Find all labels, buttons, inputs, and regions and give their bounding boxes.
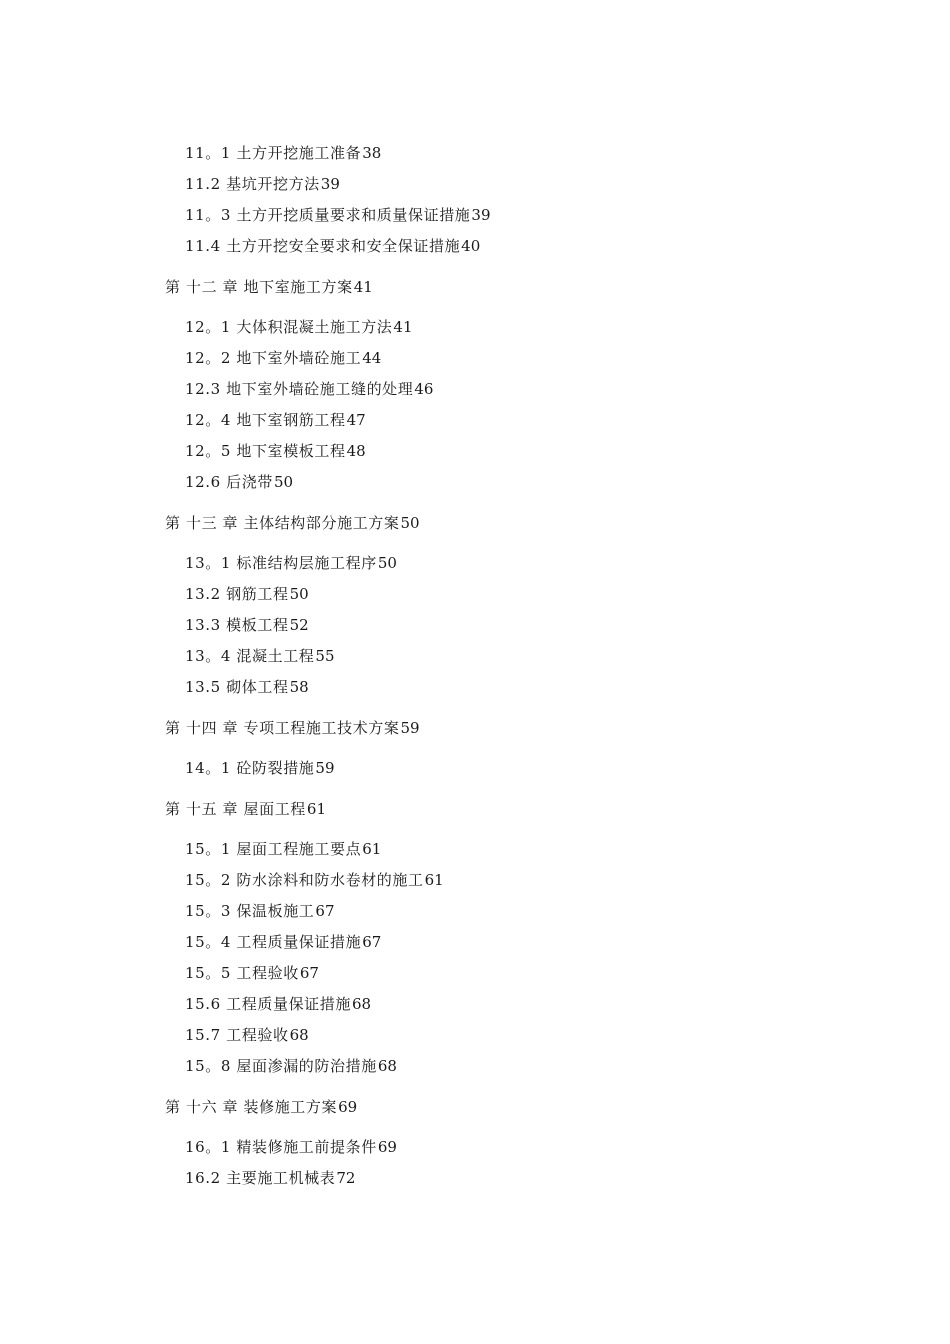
toc-section-entry[interactable] [0, 174, 950, 205]
toc-entry-page-number: 69 [377, 1138, 397, 1156]
toc-entry-page-number: 48 [346, 442, 366, 460]
toc-section-entry[interactable] [0, 963, 950, 994]
toc-entry-page-number: 44 [362, 349, 382, 367]
toc-section-entry[interactable] [0, 1137, 950, 1168]
toc-entry-title: 13.2 钢筋工程 [185, 585, 289, 603]
toc-entry-page-number: 72 [336, 1169, 356, 1187]
toc-section-entry[interactable] [0, 1025, 950, 1056]
toc-entry-title: 15.6 工程质量保证措施 [185, 995, 351, 1013]
toc-entry-page-number: 69 [338, 1098, 358, 1116]
toc-entry-title: 13。4 混凝土工程 [185, 647, 315, 665]
toc-entry-title: 12。1 大体积混凝土施工方法 [185, 318, 393, 336]
toc-section-entry[interactable] [0, 758, 950, 789]
toc-chapter-entry[interactable] [0, 718, 950, 738]
toc-entry-page-number: 67 [362, 933, 382, 951]
toc-section-entry[interactable] [0, 932, 950, 963]
toc-entry-title: 11.4 土方开挖安全要求和安全保证措施 [185, 237, 461, 255]
toc-entry-page-number: 47 [346, 411, 366, 429]
toc-section-entry[interactable] [0, 410, 950, 441]
toc-entry-title: 15。2 防水涂料和防水卷材的施工 [185, 871, 424, 889]
toc-entry-title: 15。3 保温板施工 [185, 902, 315, 920]
toc-entry-title: 11.2 基坑开挖方法 [185, 175, 320, 193]
toc-section-entry[interactable] [0, 472, 950, 503]
toc-section-entry[interactable] [0, 236, 950, 267]
toc-entry-title: 第 十六 章 装修施工方案 [165, 1098, 338, 1116]
toc-entry-page-number: 50 [289, 585, 309, 603]
toc-chapter-entry[interactable] [0, 277, 950, 297]
toc-entry-title: 第 十三 章 主体结构部分施工方案 [165, 514, 400, 532]
toc-entry-page-number: 52 [289, 616, 309, 634]
toc-entry-title: 13.3 模板工程 [185, 616, 289, 634]
toc-chapter-entry[interactable] [0, 1097, 950, 1117]
toc-section-entry[interactable] [0, 348, 950, 379]
toc-chapter-entry[interactable] [0, 799, 950, 819]
toc-entry-title: 13.5 砌体工程 [185, 678, 289, 696]
toc-section-entry[interactable] [0, 553, 950, 584]
toc-entry-title: 16.2 主要施工机械表 [185, 1169, 336, 1187]
toc-section-entry[interactable] [0, 870, 950, 901]
toc-entry-title: 第 十四 章 专项工程施工技术方案 [165, 719, 400, 737]
toc-section-entry[interactable] [0, 615, 950, 646]
toc-entry-title: 14。1 砼防裂措施 [185, 759, 315, 777]
toc-entry-page-number: 39 [320, 175, 340, 193]
toc-entry-title: 15。1 屋面工程施工要点 [185, 840, 362, 858]
toc-entry-page-number: 59 [315, 759, 335, 777]
table-of-contents [0, 143, 950, 1199]
toc-entry-title: 12。5 地下室模板工程 [185, 442, 346, 460]
toc-entry-title: 15。8 屋面渗漏的防治措施 [185, 1057, 377, 1075]
toc-entry-page-number: 67 [299, 964, 319, 982]
toc-entry-page-number: 40 [461, 237, 481, 255]
toc-entry-title: 11。1 土方开挖施工准备 [185, 144, 362, 162]
toc-entry-title: 15.7 工程验收 [185, 1026, 289, 1044]
toc-entry-page-number: 61 [306, 800, 326, 818]
toc-section-entry[interactable] [0, 901, 950, 932]
toc-entry-title: 第 十二 章 地下室施工方案 [165, 278, 353, 296]
toc-section-entry[interactable] [0, 441, 950, 472]
toc-entry-page-number: 38 [362, 144, 382, 162]
toc-entry-title: 13。1 标准结构层施工程序 [185, 554, 377, 572]
toc-section-entry[interactable] [0, 584, 950, 615]
toc-entry-page-number: 68 [377, 1057, 397, 1075]
toc-section-entry[interactable] [0, 839, 950, 870]
toc-entry-page-number: 39 [471, 206, 491, 224]
toc-entry-title: 12。2 地下室外墙砼施工 [185, 349, 362, 367]
toc-entry-page-number: 67 [315, 902, 335, 920]
toc-entry-page-number: 46 [414, 380, 434, 398]
toc-section-entry[interactable] [0, 677, 950, 708]
toc-entry-title: 12.6 后浇带 [185, 473, 273, 491]
toc-entry-page-number: 50 [273, 473, 294, 491]
toc-section-entry[interactable] [0, 646, 950, 677]
toc-entry-title: 11。3 土方开挖质量要求和质量保证措施 [185, 206, 471, 224]
toc-entry-page-number: 59 [400, 719, 420, 737]
toc-entry-page-number: 55 [315, 647, 335, 665]
toc-entry-page-number: 61 [362, 840, 382, 858]
toc-section-entry[interactable] [0, 1168, 950, 1199]
toc-section-entry[interactable] [0, 994, 950, 1025]
toc-entry-page-number: 61 [424, 871, 444, 889]
toc-section-entry[interactable] [0, 1056, 950, 1087]
toc-entry-page-number: 41 [393, 318, 413, 336]
toc-entry-page-number: 50 [377, 554, 397, 572]
toc-chapter-entry[interactable] [0, 513, 950, 533]
toc-entry-page-number: 68 [351, 995, 372, 1013]
toc-entry-title: 15。4 工程质量保证措施 [185, 933, 362, 951]
toc-entry-page-number: 50 [400, 514, 420, 532]
toc-section-entry[interactable] [0, 317, 950, 348]
toc-section-entry[interactable] [0, 379, 950, 410]
toc-entry-title: 15。5 工程验收 [185, 964, 299, 982]
toc-entry-page-number: 68 [289, 1026, 309, 1044]
toc-entry-title: 16。1 精装修施工前提条件 [185, 1138, 377, 1156]
toc-entry-title: 12。4 地下室钢筋工程 [185, 411, 346, 429]
toc-section-entry[interactable] [0, 143, 950, 174]
toc-entry-title: 12.3 地下室外墙砼施工缝的处理 [185, 380, 414, 398]
toc-entry-title: 第 十五 章 屋面工程 [165, 800, 306, 818]
toc-entry-page-number: 41 [353, 278, 373, 296]
toc-entry-page-number: 58 [289, 678, 309, 696]
toc-section-entry[interactable] [0, 205, 950, 236]
